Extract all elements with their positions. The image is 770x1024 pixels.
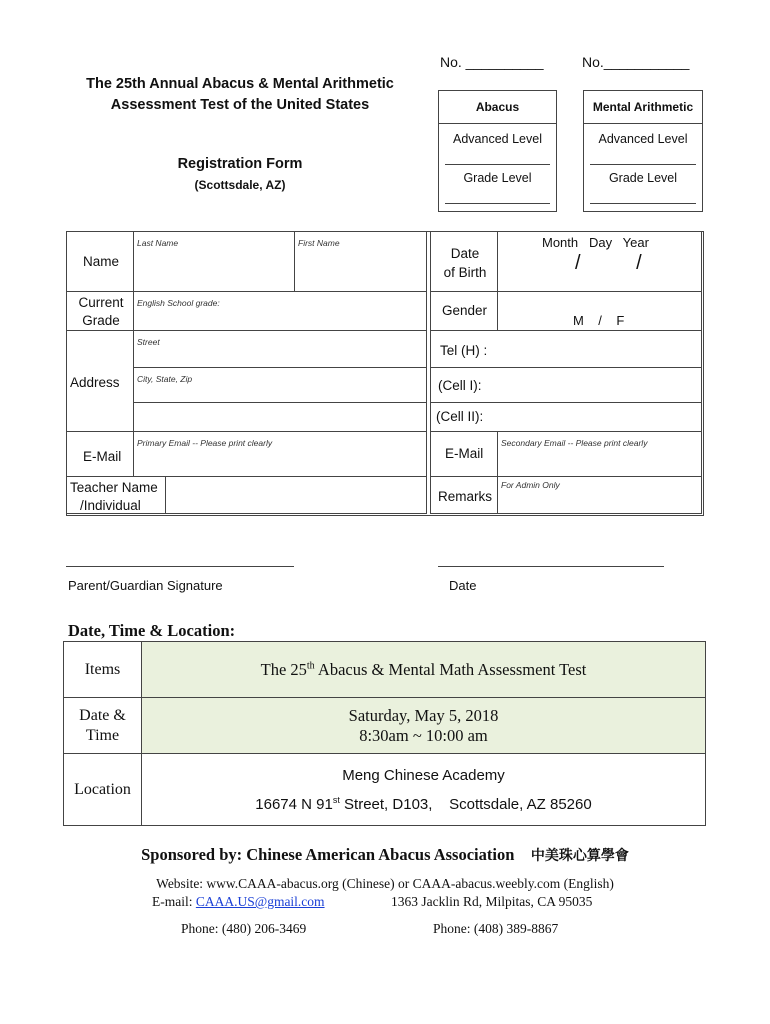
gender-label: Gender [442, 303, 488, 318]
primary-email-field[interactable] [133, 431, 427, 477]
abacus-advanced-line[interactable] [445, 146, 550, 165]
tel-home-label: Tel (H) : [440, 343, 488, 358]
last-name-hint: Last Name [137, 238, 179, 248]
location-label: Location [64, 754, 142, 826]
datetime-label: Date & Time [64, 698, 142, 754]
address-extra-field[interactable] [133, 402, 427, 432]
items-label: Items [64, 642, 142, 698]
name-label-cell [66, 231, 134, 292]
dob-label-line-1: Date [450, 246, 480, 261]
sponsor-chinese: 中美珠心算學會 [530, 847, 629, 863]
remarks-field[interactable] [497, 476, 702, 514]
time-value: 8:30am ~ 10:00 am [359, 725, 488, 745]
date-signature-line[interactable] [438, 566, 664, 567]
dob-slashes: / / [575, 252, 642, 274]
form-location: (Scottsdale, AZ) [194, 178, 286, 192]
phone-2: Phone: (408) 389-8867 [433, 921, 559, 936]
tel-home-field[interactable] [430, 330, 702, 368]
first-name-hint: First Name [298, 238, 340, 248]
teacher-field[interactable] [165, 476, 427, 514]
last-name-field[interactable] [133, 231, 295, 292]
schedule-heading: Date, Time & Location: [68, 621, 236, 640]
teacher-label-cell [66, 476, 166, 514]
mental-number[interactable]: No.___________ [582, 54, 690, 70]
email-label-cell [66, 431, 134, 477]
grade-label-line-2: Grade [82, 313, 120, 328]
address-label-cell [66, 330, 134, 432]
admin-hint: For Admin Only [501, 480, 560, 490]
sponsor-line [0, 845, 770, 865]
items-value: The 25th Abacus & Mental Math Assessment Test [142, 642, 706, 698]
secondary-email-field[interactable] [497, 431, 702, 477]
mental-advanced-level: Advanced Level [598, 132, 688, 146]
first-name-field[interactable] [294, 231, 427, 292]
location-name: Meng Chinese Academy [342, 766, 505, 784]
grade-field[interactable] [133, 291, 427, 331]
mental-level-head: Mental Arithmetic [584, 91, 702, 124]
abacus-advanced-level: Advanced Level [453, 132, 542, 146]
city-field[interactable] [133, 367, 427, 403]
sponsor-text: Sponsored by: Chinese American Abacus Association [141, 845, 515, 864]
location-value [142, 754, 706, 826]
schedule-row-location [64, 754, 706, 826]
gender-options: M / F [573, 313, 625, 328]
abacus-grade-level: Grade Level [463, 171, 532, 185]
form-title: Registration Form [177, 156, 303, 172]
schedule-row-items [64, 642, 706, 698]
abacus-grade-line[interactable] [445, 185, 550, 204]
parent-signature-line[interactable] [66, 566, 294, 567]
dob-label-line-2: of Birth [443, 265, 487, 280]
schedule-row-datetime [64, 698, 706, 754]
title-line-1: The 25th Annual Abacus & Mental Arithmetic [86, 76, 394, 92]
remarks-label: Remarks [438, 489, 493, 504]
gender-field[interactable] [497, 291, 702, 331]
grade-label-line-1: Current [78, 295, 124, 310]
mailing-address: 1363 Jacklin Rd, Milpitas, CA 95035 [391, 894, 593, 909]
grade-label-cell [66, 291, 134, 331]
dob-label-cell [430, 231, 498, 292]
mental-grade-line[interactable] [590, 185, 696, 204]
address-label: Address [70, 375, 120, 390]
cell-1-label: (Cell I): [438, 378, 482, 393]
grade-hint: English School grade: [137, 298, 220, 308]
cell-1-field[interactable] [430, 367, 702, 403]
title-line-2: Assessment Test of the United States [110, 97, 370, 113]
teacher-label-line-2: /Individual [80, 498, 141, 513]
secondary-email-hint: Secondary Email -- Please print clearly [501, 438, 648, 448]
date-signature-label: Date [449, 578, 477, 593]
date-value: Saturday, May 5, 2018 [348, 705, 499, 725]
mental-level-box [583, 90, 703, 212]
datetime-value [142, 698, 706, 754]
abacus-level-box [438, 90, 557, 212]
dob-columns: Month Day Year [542, 235, 649, 250]
email-line: E-mail: CAAA.US@gmail.com [152, 894, 325, 909]
name-label: Name [83, 254, 120, 269]
mental-grade-level: Grade Level [608, 171, 678, 185]
cell-2-label: (Cell II): [436, 409, 484, 424]
website-line: Website: www.CAAA-abacus.org (Chinese) or CAAA-abacus.weebly.com (English) [156, 876, 614, 891]
street-hint: Street [137, 337, 160, 347]
schedule-table [63, 641, 706, 826]
document-title [50, 74, 430, 116]
abacus-level-head: Abacus [439, 91, 556, 124]
email-label: E-Mail [83, 449, 122, 464]
city-hint: City, State, Zip [137, 374, 193, 384]
primary-email-hint: Primary Email -- Please print clearly [137, 438, 273, 448]
parent-signature-label: Parent/Guardian Signature [68, 578, 223, 593]
phone-1: Phone: (480) 206-3469 [181, 921, 307, 936]
street-field[interactable] [133, 330, 427, 368]
gender-label-cell [430, 291, 498, 331]
teacher-label-line-1: Teacher Name [70, 480, 158, 495]
abacus-number[interactable]: No. __________ [440, 54, 544, 70]
location-address: 16674 N 91st Street, D103, Scottsdale, AZ 85260 [255, 794, 592, 813]
email-2-label: E-Mail [445, 446, 484, 461]
email-2-label-cell [430, 431, 498, 477]
cell-2-field[interactable] [430, 402, 702, 432]
email-link[interactable]: CAAA.US@gmail.com [195, 894, 325, 909]
remarks-label-cell [430, 476, 498, 514]
dob-field[interactable] [497, 231, 702, 292]
mental-advanced-line[interactable] [590, 146, 696, 165]
